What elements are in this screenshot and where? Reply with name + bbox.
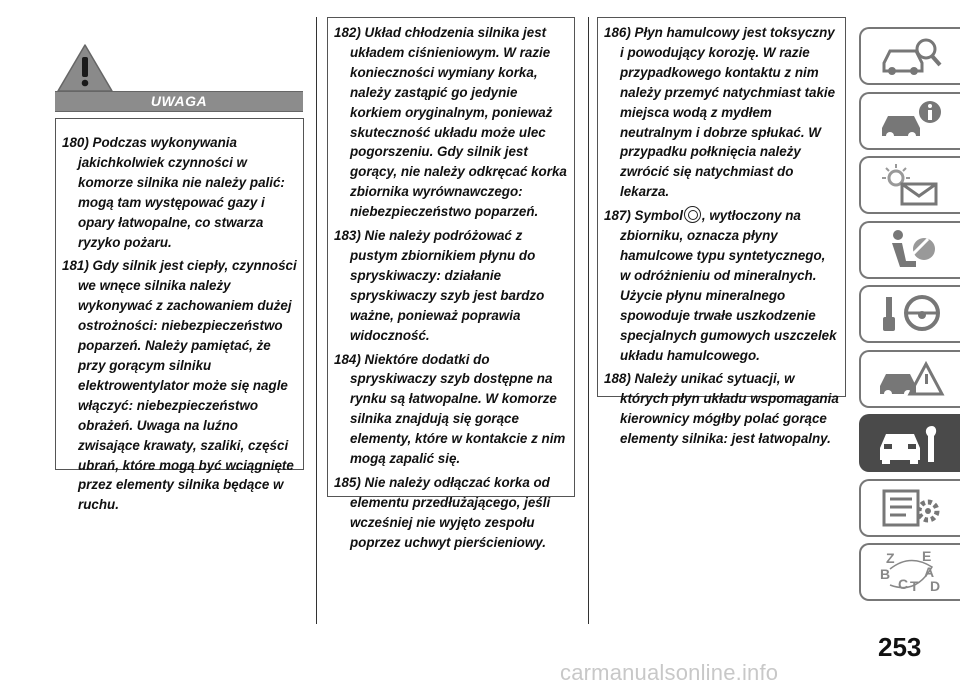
warning-note: [334, 473, 568, 553]
watermark: carmanualsonline.info: [560, 660, 779, 685]
note-number: 184): [334, 351, 361, 367]
chapter-tab[interactable]: [859, 27, 960, 85]
note-number: 187): [604, 208, 631, 224]
note-text: , wytłoczony na zbiorniku, oznacza płyny hamulcowe typu syntetycznego, w odróżnieniu od mineralnych. Użycie płynu mineralnego spowoduje trwałe uszkodzenie specjalnych gumowych uszczelek układu hamulcowego.: [620, 208, 837, 363]
note-number: 180): [62, 135, 89, 150]
note-text: Nie należy odłączać korka od elementu przedłużającego, jeśli wcześniej nie wyjęto zespołu poprzez uchwyt pierścieniowy.: [350, 474, 551, 550]
warning-notes-left: [55, 118, 304, 513]
svg-text:Z: Z: [885, 550, 895, 566]
chapter-tab[interactable]: [859, 156, 960, 214]
warning-note: [604, 369, 839, 449]
warning-note: [62, 256, 297, 515]
warning-note: [604, 23, 839, 202]
svg-text:B: B: [879, 566, 890, 582]
spec-sheet-gear-icon: [876, 485, 946, 531]
warning-triangle-icon: [56, 43, 114, 93]
warning-heading: UWAGA: [55, 91, 303, 112]
note-text: Należy unikać sytuacji, w których płyn układu wspomagania kierownicy mógłby polać gorące elementy silnika: jest łatwopalny.: [620, 371, 839, 447]
key-steering-wheel-icon: [876, 291, 946, 337]
chapter-tab[interactable]: [859, 221, 960, 279]
svg-text:A: A: [923, 564, 934, 580]
chapter-tab[interactable]: [859, 543, 960, 601]
note-text: Podczas wykonywania jakichkolwiek czynności w komorze silnika nie należy palić: mogą tam występować gazy i opary łatwopalne, co stwarza ryzyko pożaru.: [78, 135, 285, 250]
car-hazard-triangle-icon: [876, 356, 946, 402]
note-text: Płyn hamulcowy jest toksyczny i powodujący korozję. W razie przypadkowego kontaktu z nim należy przemyć natychmiast takie miejsca wodą z mydłem neutralnym i dobrze spłukać. W przypadku połknięcia należy zwrócić się natychmiast do lekarza.: [620, 25, 836, 200]
note-number: 186): [604, 25, 631, 40]
svg-text:D: D: [929, 578, 940, 594]
note-text-prefix: Symbol: [634, 208, 683, 224]
warning-notes-right: [597, 17, 846, 447]
car-wrench-icon: [876, 420, 946, 466]
car-search-icon: [876, 33, 946, 79]
alphabet-index-icon: [876, 549, 946, 595]
synthetic-brake-fluid-symbol-icon: [684, 206, 701, 223]
svg-text:E: E: [921, 549, 931, 564]
note-number: 188): [604, 371, 631, 387]
page-number: 253: [878, 632, 922, 662]
chapter-tab[interactable]: [859, 92, 960, 150]
chapter-tab[interactable]: [859, 350, 960, 408]
warning-light-envelope-icon: [876, 162, 946, 208]
note-text: Nie należy podróżować z pustym zbiornikiem płynu do spryskiwaczy: działanie spryskiwaczy szyb jest bardzo ważne, ponieważ poprawia widoczność.: [350, 228, 545, 343]
warning-note: [604, 206, 839, 365]
warning-note: [334, 23, 568, 222]
note-number: 181): [62, 258, 89, 274]
warning-note: [334, 350, 568, 469]
warning-note: [334, 226, 568, 345]
note-number: 183): [334, 228, 361, 244]
car-info-icon: [876, 98, 946, 144]
chapter-tab[interactable]: [859, 414, 960, 472]
svg-text:T: T: [909, 578, 919, 594]
chapter-tab[interactable]: [859, 479, 960, 537]
note-text: Gdy silnik jest ciepły, czynności we wnęce silnika należy wykonywać z zachowaniem dużej ostrożności: niebezpieczeństwo poparzeń. Należy pamiętać, że przy gorącym silniku elektrowentylator może się nagle włączyć: niebezpieczeństwo obrażeń. Uwaga na luźno zwisające krawaty, szaliki, części ubrań, które mogą być wciągnięte przez elementy silnika będące w ruchu.: [78, 258, 297, 513]
column-divider: [588, 17, 589, 624]
note-number: 182): [334, 25, 361, 40]
warning-notes-middle: [327, 17, 575, 550]
note-number: 185): [334, 474, 361, 490]
note-text: Niektóre dodatki do spryskiwaczy szyb dostępne na rynku są łatwopalne. W komorze silnika znajdują się gorące elementy, które w kontakcie z nim mogą zapalić się.: [350, 351, 566, 467]
warning-note: [62, 133, 297, 252]
airbag-seat-icon: [876, 227, 946, 273]
column-divider: [316, 17, 317, 624]
note-text: Układ chłodzenia silnika jest układem ciśnieniowym. W razie konieczności wymiany korka, należy zastąpić go jedynie korkiem oryginalnym, ponieważ skuteczność układu może ulec pogorszeniu. Gdy silnik jest gorący, nie należy odkręcać korka zbiornika wyrównawczego: niebezpieczeństwo poparzeń.: [350, 25, 567, 220]
svg-text:C: C: [897, 576, 908, 592]
chapter-tab[interactable]: [859, 285, 960, 343]
